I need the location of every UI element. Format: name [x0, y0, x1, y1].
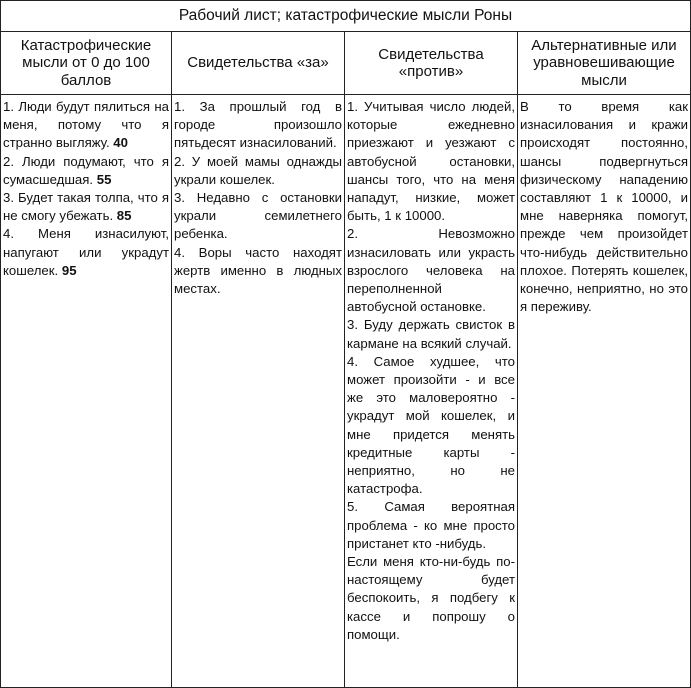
- thought-item: [3, 225, 169, 280]
- thought-score: 55: [96, 171, 112, 187]
- column-catastrophic-thoughts: [1, 95, 172, 688]
- evidence-for-item: 2. У моей мамы однажды украли кошелек.: [174, 153, 342, 187]
- header-evidence-for: Свидетельства «за»: [172, 32, 345, 94]
- header-evidence-against: Свидетельства «против»: [345, 32, 518, 94]
- header-alternative-thoughts: Альтернативные или уравновешивающие мысли: [531, 36, 677, 89]
- evidence-against-item: 3. Буду держать свисток в кармане на всякий случай.: [347, 317, 515, 351]
- evidence-for-item: 1. За прошлый год в городе произошло пятьдесят изнасилований.: [174, 99, 342, 151]
- thought-text: 4. Меня изнасилуют, напугают или украдут кошелек.: [3, 226, 169, 278]
- thought-text: 2. Люди подумают, что я сумасшедшая.: [3, 153, 169, 187]
- evidence-against-item: 2. Невозможно изнасиловать или украсть взрослого человека на переполненной автобусной остановке.: [347, 226, 515, 315]
- evidence-against-item: 1. Учитывая число людей, которые ежедневно приезжают и уезжают с автобусной остановки, шансы того, что на меня нападут, низкие, может быть, 1 к 10000.: [347, 99, 515, 224]
- alternative-thought-text: В то время как изнасилования и кражи происходят постоянно, шансы подвергнуться физическому нападению составляют 1 к 10000, и мне наверняка помогут, прежде чем произойдет что-нибудь действительно плохое. Потерять кошелек, конечно, неприятно, но это я переживу.: [520, 99, 688, 315]
- column-alternative-thoughts: [518, 95, 690, 688]
- thought-item: [3, 153, 169, 189]
- evidence-against-item: 4. Самое худшее, что может произойти - и все же это маловероятно - украдут мой кошелек, и мне придется менять кредитные карты - неприятно, но не катастрофа.: [347, 353, 515, 497]
- thought-score: 40: [113, 135, 128, 151]
- body-row: [1, 95, 690, 688]
- thought-item: [3, 189, 169, 225]
- header-row: [1, 32, 690, 95]
- table-title: Рабочий лист; катастрофические мысли Роны: [1, 1, 690, 32]
- thought-item: [3, 98, 169, 153]
- evidence-for-item: 4. Воры часто находят жертв именно в людных местах.: [174, 244, 342, 297]
- column-evidence-against: [345, 95, 518, 688]
- thought-score: 95: [61, 262, 77, 278]
- thought-text: 1. Люди будут пялиться на меня, потому что я странно выгляжу.: [3, 99, 169, 151]
- column-evidence-for: [172, 95, 345, 688]
- thought-text: 3. Будет такая толпа, что я не смогу убежать.: [3, 190, 169, 224]
- thought-score: 85: [116, 208, 132, 224]
- header-catastrophic-thoughts: Катастрофические мысли от 0 до 100 баллов: [1, 32, 172, 94]
- evidence-against-item: 5. Самая вероятная проблема - ко мне просто пристанет кто -нибудь.: [347, 499, 515, 551]
- evidence-against-item: Если меня кто-ни-будь по-настоящему будет беспокоить, я подбегу к кассе и попрошу о помощи.: [347, 554, 515, 642]
- evidence-for-item: 3. Недавно с остановки украли семилетнего ребенка.: [174, 190, 342, 242]
